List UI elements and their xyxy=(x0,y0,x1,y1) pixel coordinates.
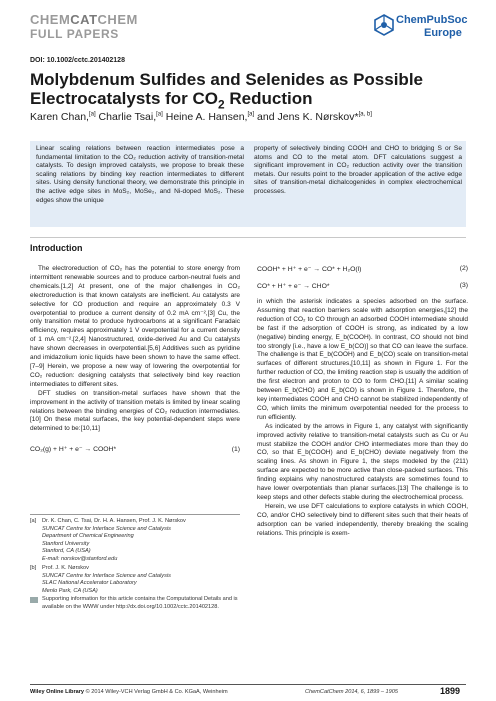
paragraph: The electroreduction of CO₂ has the potential to store energy from intermittent renewable sources and to produce carbon-neutral fuels and chemicals.[1,2] At present, one of the major challenges in CO₂ electroreduction is that known catalysts are inefficient. Au catalysts are selective for CO production and require an approximately 0.3 V overpotential to produce a current density of 0.2 mA cm⁻²,[3] Cu, the only transition metal to produce hydrocarbons at a significant Faradaic efficiency, requires approximately 1 V overpotential for a current density of 1 mA cm⁻².[2,4] Nanostructured, oxide-derived Au and Cu catalysts have shown decreases in overpotential.[5,6] Additives such as pyridine and imidazolium ionic liquids have been shown to have the same effect.[7–9] Herein, we propose a new way of lowering the overpotential for CO₂ reduction: designing catalysts that selectively bind key reaction intermediates to different sites. xyxy=(30,265,240,388)
journal-name-part-b: CAT xyxy=(70,12,98,27)
abstract-right-column: property of selectively binding COOH and CHO to bridging S or Se atoms and CO to the metal atom. DFT calculations suggest a significant improvement in CO₂ reduction activity over the transition metals. Our results point to the broader application of the active edge sites of transition-metal dichalcogenides in complex electrochemical processes. xyxy=(254,145,462,195)
abstract-box xyxy=(30,141,466,227)
publisher-logo-subtext: Europe xyxy=(424,27,462,39)
author-affiliation: [a] xyxy=(88,111,96,118)
supporting-info-text: Supporting information for this article contains the Computational Details and is available on the WWW under http://dx.doi.org/10.1002/cctc.201402128. xyxy=(42,596,238,610)
article-title-line1: Molybdenum Sulfides and Selenides as Possible xyxy=(30,70,423,89)
paragraph: in which the asterisk indicates a species adsorbed on the surface. Assuming that reaction barriers scale with adsorption energies,[12] the reduction of CO₂ to CO through an adsorbed COOH intermediate should be fast if the adsorption of COOH is strong, as indicated by a low (negative) binding energy, E_b(COOH). In contrast, CO should not bind too strongly [i.e., have a low E_b(CO)] so that CO can leave the surface. The challenge is that E_b(COOH) and E_b(CO) scale on transition-metal surfaces of different structures,[10,11] as shown in Figure 1. For the further reduction of CO, the limiting reaction step is usually the addition of the first electron and proton to CO to form CHO.[11] A similar scaling between E_b(CHO) and E_b(CO) is shown in Figure 1. Therefore, the key intermediates COOH and CHO cannot be stabilized independently of CO, which limits the minimum overpotential needed for the process to run efficiently. xyxy=(257,298,468,421)
publisher-logo-icon xyxy=(374,14,394,36)
article-title xyxy=(30,70,470,114)
article-title-line3: Reduction xyxy=(224,89,313,108)
author-name: Karen Chan, xyxy=(30,111,89,123)
affiliations-footnote xyxy=(30,514,240,611)
body-right-column xyxy=(257,298,468,538)
page-number: 1899 xyxy=(440,686,461,696)
supporting-info xyxy=(30,596,240,611)
equation-1 xyxy=(30,446,240,455)
abstract-left-column: Linear scaling relations between reaction intermediates pose a fundamental limitation to the CO₂ reduction activity of transition-metal catalysts. To design improved catalysts, we propose to break these scaling relations by binding key reaction intermediates to different sites. Using density functional theory, we demonstrate this principle in the active edge sites in MoS₂, MoSe₂, and Ni-doped MoS₂. These edges show the unique xyxy=(36,145,244,204)
equation-3 xyxy=(257,282,468,290)
footer-citation: ChemCatChem 2014, 6, 1899 – 1905 xyxy=(305,689,398,695)
affiliation-line: Department of Chemical Engineering xyxy=(42,533,134,539)
article-title-subscript: 2 xyxy=(218,97,225,112)
affiliation-line: Menlo Park, CA (USA) xyxy=(42,587,98,594)
footnote-rule xyxy=(30,514,240,515)
journal-name xyxy=(30,14,138,26)
paragraph: DFT studies on transition-metal surfaces have shown that the improvement in the activity of transition metals is limited by linear scaling relations between the binding energies of CO₂ reduction intermediates.[10] On these metal surfaces, the key potential-dependent steps were determined to be:[10,11] xyxy=(30,389,240,433)
author-name: Charlie Tsai, xyxy=(95,111,157,123)
author-affiliation: [a, b] xyxy=(358,111,372,118)
article-title-line2: Electrocatalysts for CO xyxy=(30,89,219,108)
equation-number: (3) xyxy=(459,282,468,289)
publisher-logo-text: ChemPubSoc xyxy=(396,14,468,26)
publisher-logo xyxy=(372,14,472,42)
equation-number: (1) xyxy=(231,446,240,454)
supporting-info-icon xyxy=(30,597,38,603)
author-name: and Jens K. Nørskov* xyxy=(254,111,359,123)
body-left-column xyxy=(30,265,240,455)
author-name: Heine A. Hansen, xyxy=(162,111,248,123)
equation-text: CO₂(g) + H⁺ + e⁻ → COOH* xyxy=(30,446,117,454)
affiliation-line: SLAC National Accelerator Laboratory xyxy=(42,580,137,586)
affiliation-label: [b] xyxy=(30,565,37,571)
affiliation-line: Stanford University xyxy=(42,540,90,547)
equation-text: COOH* + H⁺ + e⁻ → CO* + H₂O(l) xyxy=(257,266,362,273)
paragraph: Herein, we use DFT calculations to explore catalysts in which COOH, CO, and/or CHO selectively bind to different sites such that their heats of adsorption can be varied independently, thereby breaking the scaling relations. This principle is exem- xyxy=(257,502,468,537)
equation-2 xyxy=(257,265,468,273)
section-tag: FULL PAPERS xyxy=(30,27,119,41)
author-list xyxy=(30,111,372,123)
divider xyxy=(30,237,466,238)
journal-name-part-a: CHEM xyxy=(30,12,71,27)
author-affiliation: [a] xyxy=(247,111,255,118)
affiliation-names: Dr. K. Chan, C. Tsai, Dr. H. A. Hansen, Prof. J. K. Nørskov xyxy=(42,518,186,524)
affiliation-names: Prof. J. K. Nørskov xyxy=(42,565,89,571)
footer-copyright-text: © 2014 Wiley-VCH Verlag GmbH & Co. KGaA, Weinheim xyxy=(84,689,228,695)
author-affiliation: [a] xyxy=(156,111,163,118)
affiliation-label: [a] xyxy=(30,518,37,524)
affiliation-line: Stanford, CA (USA) xyxy=(42,548,91,554)
paragraph: As indicated by the arrows in Figure 1, any catalyst with significantly improved activity relative to transition-metal catalysts such as Cu or Au must stabilize the COOH and/or CHO intermediates more than they do CO, so that E_b(COOH) and E_b(CHO) deviate negatively from the scaling lines. As shown in Figure 1, the steps modeled by the (211) surface are expected to be more active than close-packed surfaces. This finding explains why nanostructured catalysts are sometimes found to have lower overpotentials than planar surfaces.[13] The challenge is to keep steps and other defects stable during the electrochemical process. xyxy=(257,422,468,501)
footer-rule xyxy=(30,684,466,685)
affiliation-email: E-mail: norskov@stanford.edu xyxy=(42,555,118,562)
affiliation-line: SUNCAT Centre for Interface Science and Catalysis xyxy=(42,572,171,579)
affiliation-a xyxy=(30,518,240,563)
doi: DOI: 10.1002/cctc.201402128 xyxy=(30,57,125,64)
equation-text: CO* + H⁺ + e⁻ → CHO* xyxy=(257,283,330,290)
section-heading-introduction: Introduction xyxy=(30,243,83,253)
equation-number: (2) xyxy=(459,265,468,272)
affiliation-line: SUNCAT Centre for Interface Science and Catalysis xyxy=(42,525,171,532)
affiliation-b xyxy=(30,565,240,595)
journal-name-part-c: CHEM xyxy=(97,12,138,27)
footer-library-name: Wiley Online Library xyxy=(30,689,85,695)
footer-copyright xyxy=(30,689,228,695)
